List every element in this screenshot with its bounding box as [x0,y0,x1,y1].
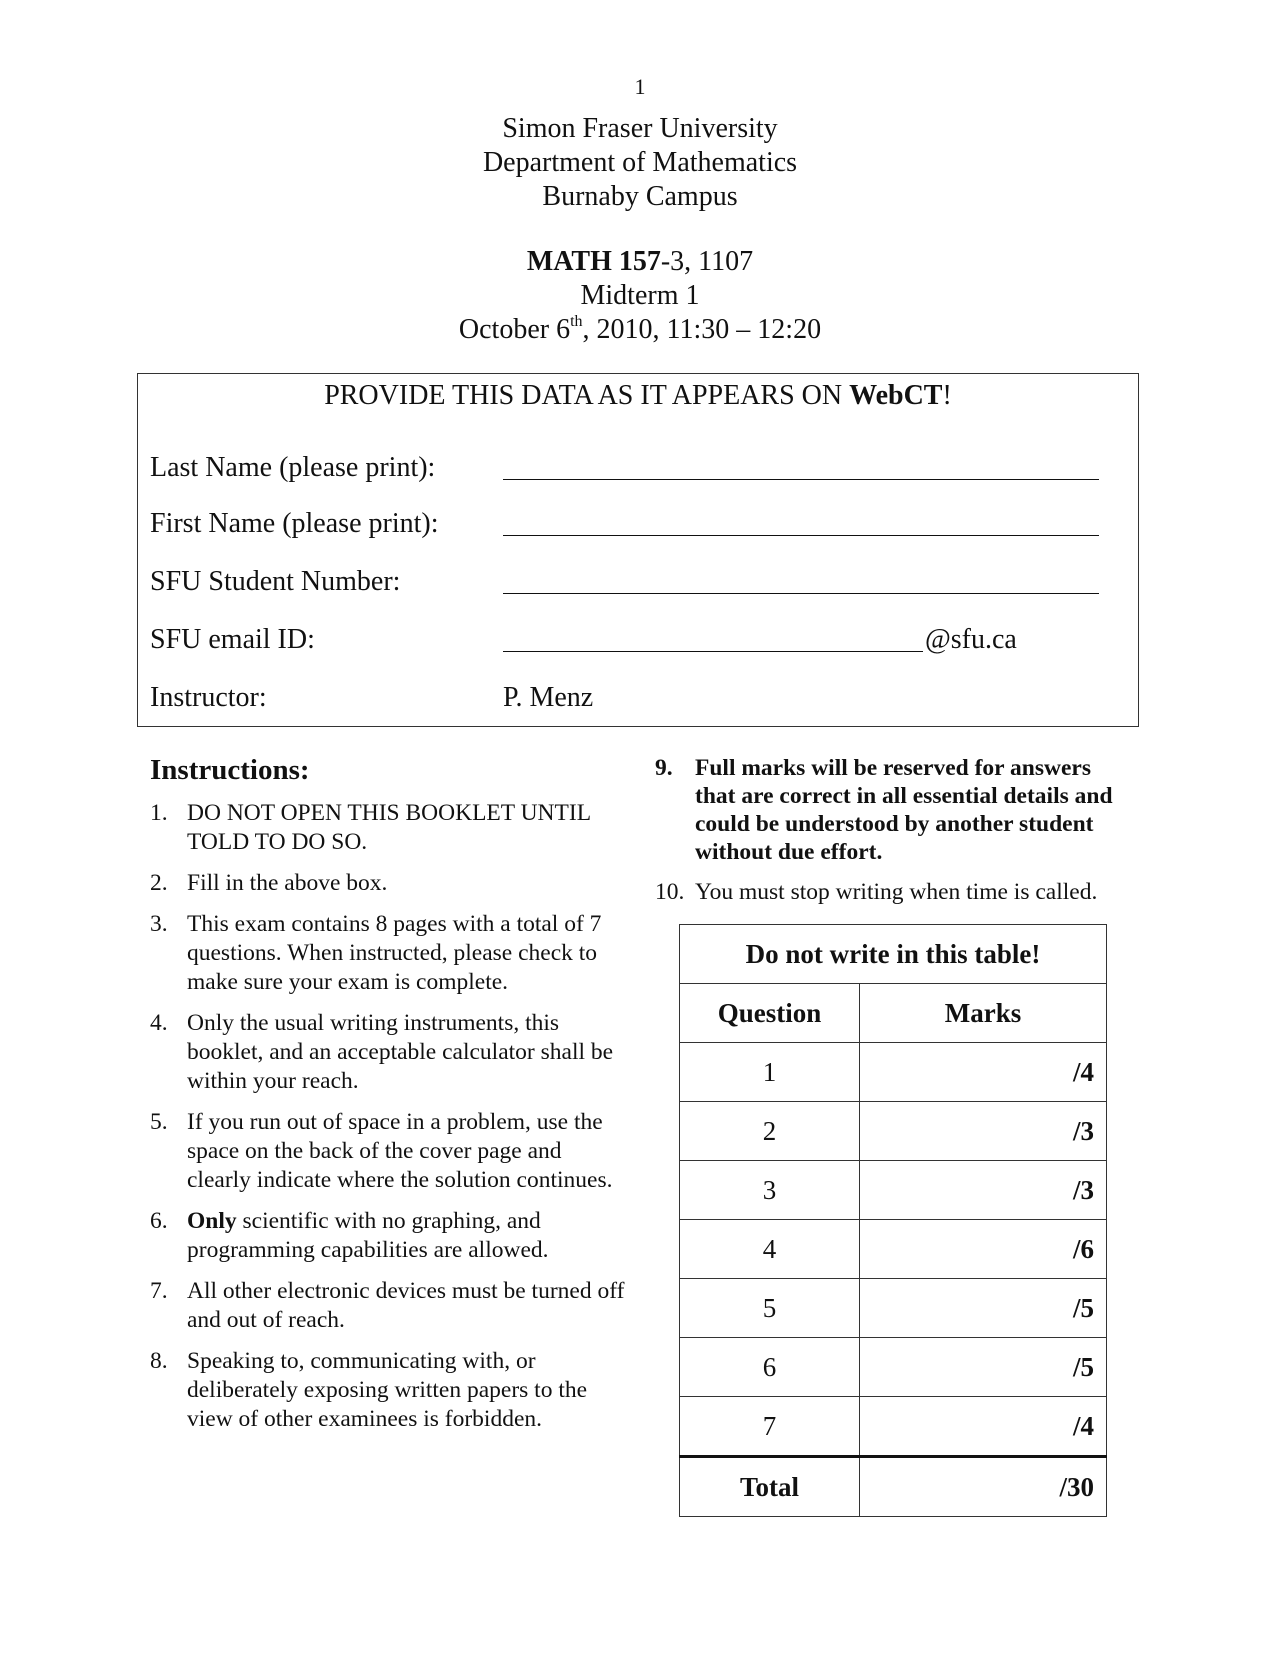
question-number: 1 [680,1043,860,1102]
question-marks: /4 [860,1397,1107,1457]
list-item: 7. All other electronic devices must be turned off and out of reach. [150,1278,625,1333]
list-item: 4. Only the usual writing instruments, this booklet, and an acceptable calculator shall be within your reach. [150,1010,614,1094]
question-marks: /3 [860,1102,1107,1161]
last-name-row [150,452,1120,492]
page-number: 1 [634,74,646,99]
first-name-label: First Name (please print): [150,508,439,539]
instructor-row [150,682,1120,722]
student-number-field[interactable] [503,593,1099,594]
email-row [150,624,1120,664]
instructions-list [150,799,630,1434]
university-name: Simon Fraser University [502,113,778,144]
table-row [680,1279,1107,1338]
table-row [680,1338,1107,1397]
total-label: Total [680,1457,860,1517]
question-marks: /5 [860,1338,1107,1397]
email-field[interactable] [503,651,923,652]
list-item: 10. You must stop writing when time is called. [655,879,1098,905]
instructions-heading: Instructions: [150,754,310,786]
question-marks: /4 [860,1043,1107,1102]
table-row [680,1102,1107,1161]
instructor-value: P. Menz [503,682,594,713]
total-marks: /30 [860,1457,1107,1517]
first-name-field[interactable] [503,535,1099,536]
instructions-continued [655,754,1135,918]
question-number: 2 [680,1102,860,1161]
question-number: 4 [680,1220,860,1279]
course-code: MATH 157 [526,246,661,277]
first-name-row [150,508,1120,548]
question-number: 3 [680,1161,860,1220]
student-data-box [137,373,1139,727]
marks-table [679,924,1107,1517]
list-item: 9. Full marks will be reserved for answers that are correct in all essential details and could be understood by another student without due effort. [655,755,1113,865]
campus-name: Burnaby Campus [542,181,738,212]
databox-title: PROVIDE THIS DATA AS IT APPEARS ON WebCT! [324,380,952,411]
table-row [680,1043,1107,1102]
student-number-label: SFU Student Number: [150,566,401,597]
list-item: 2. Fill in the above box. [150,870,388,896]
question-marks: /6 [860,1220,1107,1279]
exam-header [0,112,1280,347]
student-number-row [150,566,1120,606]
instructor-label: Instructor: [150,682,267,713]
question-number: 5 [680,1279,860,1338]
list-item: 1. DO NOT OPEN THIS BOOKLET UNTIL TOLD TO DO SO. [150,800,591,855]
table-row [680,1397,1107,1457]
question-number: 6 [680,1338,860,1397]
question-number: 7 [680,1397,860,1457]
question-marks: /5 [860,1279,1107,1338]
email-label: SFU email ID: [150,624,315,655]
department-name: Department of Mathematics [482,147,798,178]
exam-date: October 6th, 2010, 11:30 – 12:20 [458,313,822,345]
last-name-field[interactable] [503,479,1099,480]
last-name-label: Last Name (please print): [150,452,436,483]
marks-column-header: Marks [860,984,1107,1043]
course-line [0,245,1280,279]
table-row [680,1161,1107,1220]
exam-name: Midterm 1 [580,280,700,311]
instructions-section [150,754,630,1446]
marks-table-title: Do not write in this table! [680,925,1107,984]
list-item: 8. Speaking to, communicating with, or deliberately exposing written papers to the view of other examinees is forbidden. [150,1348,588,1432]
email-suffix: @sfu.ca [925,624,1017,655]
question-marks: /3 [860,1161,1107,1220]
course-suffix: -3, 1107 [660,246,754,277]
list-item: 3. This exam contains 8 pages with a total of 7 questions. When instructed, please check to make sure your exam is complete. [150,911,602,995]
list-item: 6. Only scientific with no graphing, and programming capabilities are allowed. [150,1208,549,1263]
question-column-header: Question [680,984,860,1043]
list-item: 5. If you run out of space in a problem, use the space on the back of the cover page and clearly indicate where the solution continues. [150,1109,613,1193]
table-row [680,1220,1107,1279]
total-row [680,1457,1107,1517]
